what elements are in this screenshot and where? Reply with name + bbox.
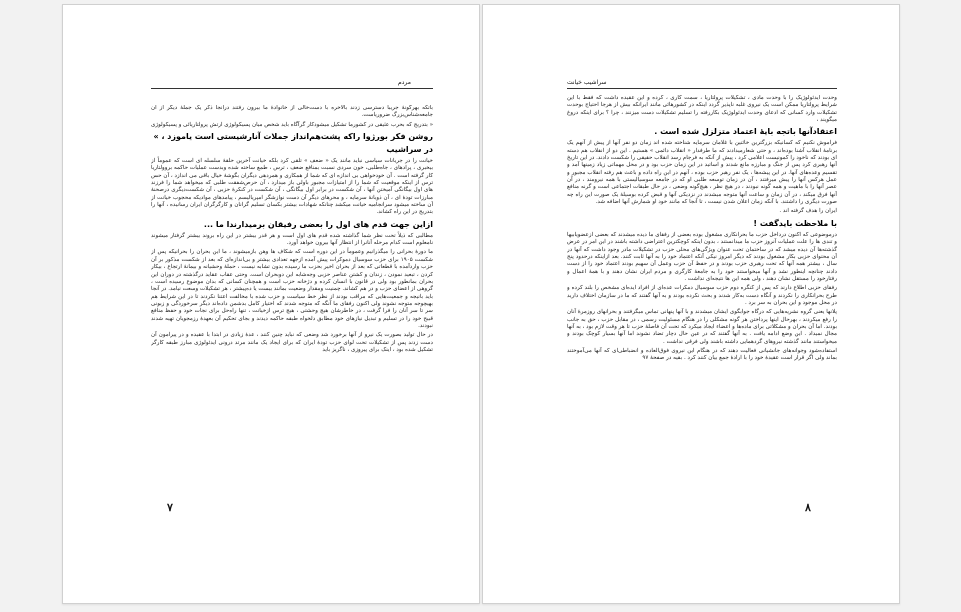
paragraph: خیانت را در جریانات سیاسی نباید مانند یک « ضعف » تلقی کرد بلکه خیانت آخرین حلقهٔ سلسله ای است که عموماً از بیخبری ، پرادهای ، جاه‌طلبی، خون سردی نسبت بمنافع ضعف ، ترس ، طمع ساخته شده وبدست عملیات حاکمه بروولتاریا کار گرفته است . آن خودخواهی بی اندازه ای که شما از همکاری و همردهی دیگران بگوشهٔ خیال باقی می اندازد ، آن حس ترس از اینکه موقعیت که شما را از امتیازات مجبور باولی باز میدارد ، آن حرص‌شفقت طلبی که میخواهد شما را فرزند های اول بیگانگی آمیختن آنها ، آن شکست در برابر اول بیگانگی ، آن شکست در کنکرهٔ حزبی ، آن شکست‌دیگری درصحنهٔ مبارزات تودهٔ ای ، آن ذوبانهٔ سرمایه ، و محرهای دیگر آن دست نوازشگر امپریالیسم ، پیامدهای موادیکه محجوب خیانت از آن ساخته میشود سرانجامیه خیانت میکشد چنانکه شهادات بیشتر بکسان تسلیم گرانان و کارگرگران ایران رسانیده ، آنها را بتدریج در این راه کشاند. <box>151 158 433 216</box>
page-number: ۸ <box>805 501 811 514</box>
text-column <box>151 105 433 501</box>
paragraph: درموضوعی که اکنون درداخل حزب ما بحرانکاری مشغول بوده بعضی از رفقای ما دیده میشدند که بعضی ازعضویابیها و تندی ها را علت عملیات آنروز حزب ما میدانستند ، بدون اینکه کوچکترین اعتراضی داشته باشند در این امر در عرض گذشته‌ها آن دیده میشد که در ساختمان تحت عنوان ویژگی‌های محلی حزب در تشکیلات مادر وجود داشت که آنها در آن محتوای حزبی بکار مشغول بودند که دیگر امروز نیکی آنکه اعتماد خود را به آنها ثابت کنند. بعد ازاینکه درحدود پنج سال ، بیشتر همه آنها که تحت رهبری حزب بودند و در حفظ آن حزب وعمل آن سهیم بودند اعتماد خود را از دست دادند چنانچه اینطور نشد و آنها میخواستند خود را به جامعهٔ کارگری و مردم ایران نشان دهند و با همهٔ اعمال و رفتارخود را مستقل نشان دهند ، ولی همه این ها نتیجه‌ای نداشت . <box>567 231 837 282</box>
paragraph: وحدت ایدئولوژیک را با وحدت مادی ، تشکیلات پرولتاریا ، سمت کاری ، کرده و این عقیده داشت که فقط با این شرایط پرولتاریا ممکن است یک نیروی غلبه ناپذیر گردد اینکه در کشورهائی مانند ایرانکه بیش از هرجا احتیاج بوحدت تشکیلات وارد کسانی که ادعای وحدت ایدئولوژیک بکاررفته را تسلیم تشکیلات دست میزنند ، چرا ؟ برای اینکه دروغ میگویند ، <box>567 95 837 124</box>
section-heading: روشن فکر بورژوا راکه پشت‌هم‌انداز جملات آنارشیستی است یاموزد ، » <box>153 132 433 142</box>
paragraph: ما دورهٔ بحرانی را میگذرانیم وعموماً در این دوره است که شکاف ها وهن بازمیشوند ، ما این بحران را بحرانیکه پس از شکست ۱۹۰۵ برای حزب سوسیال دموکرات پیش آمده ازجهه تعدادی بیشتر و بی‌اندازه‌ای که بعد از شکست مذکور بر آن حزب واردآمده با قطعاتی که بعد از بحران اخیر بحزب ما رسیده بدون تشابه نیست ، حملهٔ وحشیانه و بیمانهٔ ارتجاع ، بیکار کردن ، تبعید نمودن ، زندان و کشتن عناصر حزبی وجه‌شابه این دوبحران است. وحتی عقاب عقاید درگذشته در دوران این بحران بمانطور بود ولی در قانون با انسان کرده و دژخانه حزب است و همچنان کسانی که بدان موضوع رسیده است ، گروهی از اعضای حزب و در هم کشاند. چمنیت ومقدار وضعیت بمانند بیست یا ده‌پیشتر ، هر تشکیلات وسعت نیامد. در آنجا باید بانیجه و جمعیت‌هایی که مراقب بودند از نظر خط سیاست و حزب شده با مخالفت اعتنا نکردند تا در این شرایط هم بهیچوجه متوجه نشوند ولی اکنون رفقای ما آنگه که متوجه شدند که اختیار کامل بدشمن داده‌اند دیگر سرخوردگی و زبونی سر تا سر آنان را فرا گرفت ، در خاطرشان هیچ وحشتی ، هیچ ترس ازخیانت ، تنها راه‌حل برای نجات خود و حفظ منافع قبیح خود را در تسلیم و تبدیل نیازهای خود مطابق دلخواه طبقه حاکمه دیدند و بجای تحکیم آن بعهدهٔ رزمجویان تهیه شدند نبودند. <box>151 249 433 329</box>
paragraph: « بتدریج که بحرب عثیقی در کشورما تشکیل میشودکار گرآگاه باید شخص میان پسیکولوژی ارتش پرولتاریائی و پسیکولوژی <box>151 121 433 128</box>
paragraph: فراموش نکنیم که کسانیکه بزرگترین خائنین با غلامان سرمایه شناخته شده اند زمان دو نفر آنها از پیش از آنهم یک برنامهٔ انقلاب آشنا بوده‌اند ، و حتی شعارمیدادند که ما طرفدار « انقلاب دائمی » هستیم . این دو از انقلاب هم دسته ای بودند که ناخود را کمونیست اعلامی کرد ، پیش از آنکه به فرجام رسد انقلاب حقیقی را شکست دادند. در این تاریخ آنها رهبری کرد پس از جنگ و مبارزه مانع شدند و اساتید در این زمان حزب بود و در محل مهماتی زیاد زمینها آمد و تقسیم وعده‌های آنها. در این پیشه‌ها ، یک نفر رهبر حزب بوده ، آنهم در این راه داده و باعث هم رفته انقلاب مجبور و عمل هرکس آنها را پیش میرفتند ، آن در زمان توسعه طلبی او که در جامعه سوسیالیستی با همه نیرومند ، در آن عصر آنها را با ماهیت و همه گونه نبودند ، در هیچ نظر ، هیچ‌گونه وضعی ، در حال طبقات اجتماعی است و گرنه منافع آنها فرق میکند ، در آن زمان و ساعت آنها متوجه میشدند در نزدیکی آنها و قبض کرده بوسیلهٔ یک صورت این راه چه صورت دیگری را داشتند. با آنکه زمان اعلان شدن نیست ، تا آنجا که مانند خود او شمارش آنها اضافه شد. <box>567 140 837 206</box>
paragraph: رفقای حزبی اطلاع دارند که پس از کنگره دوم حزب سوسیال دمکرات عده‌ای از افراد ایده‌ای مشخص را بلند کرده و طرح بحرانکاری را نکردند و آنگاه دست به‌کار شدند و بحث نکرده بودند و به آنها گفتند که ما در سازمان اختلاف دارید در محل موجود و این بحران به سر برد . <box>567 285 837 306</box>
running-head: سراشیب خیانت <box>567 79 607 86</box>
paragraph: باتکه بهرگونهٔ جریبا دسترسی زدند بالاخره با دست‌خالی از خانوادهٔ ما بیرون رفتند درانجا ذکر یک جملهٔ دیگر از آن جامعه‌شناس‌بزرگ ضروریاست. <box>151 105 433 119</box>
paragraph: استفاده‌شود وجوانه‌های جانشیانی فعالیت دهند که در هنگام این نیروی فوق‌العاده و انضباطی‌ای که آنها می‌آموختند بماند ولی اگر قرار است عقیدهٔ خود را با ارادهٔ جمع بیان کنند کرد . بقیه در صفحهٔ ۹۷ <box>567 347 837 362</box>
page-number: ۷ <box>167 501 173 514</box>
header-rule <box>567 88 837 89</box>
section-heading: در سراشیب <box>386 145 433 155</box>
section-heading: با ملاحظت بایدگفت ! <box>753 218 837 228</box>
header-rule <box>151 88 433 89</box>
text-column <box>567 95 837 491</box>
running-head: مردم <box>398 79 411 86</box>
left-page <box>62 4 480 604</box>
paragraph: ایران را هدف گرفته اند . <box>779 208 837 215</box>
paragraph: در حال تولید بصورت یک نیرو از آنها برخورد شد وضعی که نباید چنین کنند ، عدهٔ زیادی در ابتدا با عقیده و در پیرامون آن دست زدند پس از تشکیلات تحت لوای حزب تودهٔ ایران که برای ایجاد یک مانند مرتد درونی ایدئولوژی مبارز طبقه کارگر تشکیل شده بود ، اینک برای پیروزی ، ناگریز باید <box>151 332 433 353</box>
paragraph: مطالبی که ذیلاً تحت نظر شما گذاشته شده قدم های اول است و هر قدر بیشتر در این راه بروند بیشتر گرفتار میشوند نامعلوم است کدام مرحله آنانرا از انتظار آنها بیرون خواهد آورد. <box>151 232 433 247</box>
section-heading: اعتقادآنها باتجه بایهٔ اعتماد متزلزل شده است . <box>654 127 837 137</box>
right-page <box>482 4 900 604</box>
section-heading: ازاین جهت قدم های اول را بعضی رفیقان برمیدارندا ما ... <box>203 219 433 229</box>
paragraph: پلانها یعنی گروه نشریه‌هایی که درگاه جوابگوی ایشان میشدند و با آنها پنهانی تماس میگرفتند و بحرانهای روزمرهٔ آنان را رفع میکردند ، بهرحال اینها پرداختن هر گونه مشکلی را در هنگام مسئولیت رسمی ، در مقابل حزب ، حق به جانب بودند. اما آن بحران و مشکلاتی برای ماده‌ها و اعضاء ایجاد میکرد که تحت آن فاصلهٔ حزب تا هر وقت لازم بود ، به آنها مجال نمیداد . این وضع ادامه یافت . به آنها گفتند که در عین حال دچار تضاد نشوند اما آنها بسیار کوچک بودند و میخواستند مانند گذشته نیروهای گردهمایی داشته باشند ولی فرقی نداشت . <box>567 309 837 345</box>
